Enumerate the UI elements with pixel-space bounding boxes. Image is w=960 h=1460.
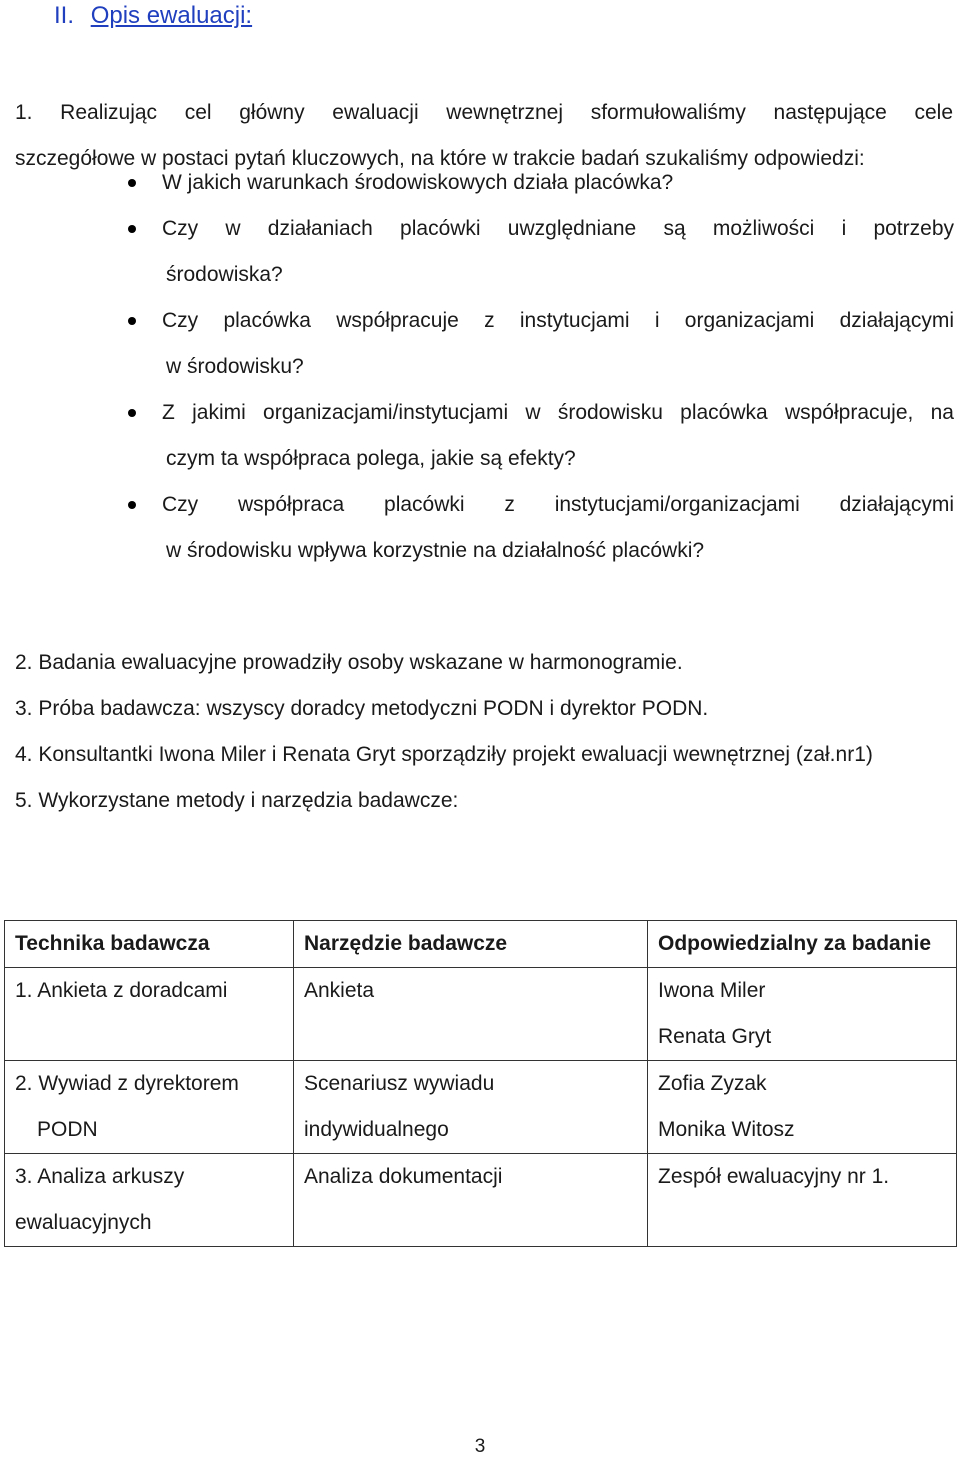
list-item: Czy placówka współpracuje z instytucjami i organizacjami działającymi w środowisku?	[128, 298, 954, 390]
cell-tool: Ankieta	[294, 968, 648, 1061]
key-questions-list	[128, 160, 954, 574]
intro-line-1: 1. Realizując cel główny ewaluacji wewnętrznej sformułowaliśmy następujące cele	[15, 101, 953, 124]
cell-technique: 2. Wywiad z dyrektorem PODN	[5, 1061, 294, 1154]
list-item: Czy w działaniach placówki uwzględniane są możliwości i potrzeby środowiska?	[128, 206, 954, 298]
table-row	[5, 968, 957, 1061]
point-5: 5. Wykorzystane metody i narzędzia badawcze:	[15, 789, 459, 812]
section-number: II.	[54, 2, 75, 29]
header-technique: Technika badawcza	[5, 921, 294, 968]
section-heading	[54, 2, 252, 30]
section-title: Opis ewaluacji:	[90, 2, 253, 29]
bullet-icon	[128, 501, 136, 509]
research-methods-table	[4, 920, 957, 1247]
cell-tool: Analiza dokumentacji	[294, 1154, 648, 1247]
cell-tool: Scenariusz wywiadu indywidualnego	[294, 1061, 648, 1154]
list-item: Czy współpraca placówki z instytucjami/organizacjami działającymi w środowisku wpływa korzystnie na działalność placówki?	[128, 482, 954, 574]
intro-line-2: szczegółowe w postaci pytań kluczowych, na które w trakcie badań szukaliśmy odpowiedzi:	[15, 147, 865, 170]
header-tool: Narzędzie badawcze	[294, 921, 648, 968]
cell-responsible: Zespół ewaluacyjny nr 1.	[648, 1154, 957, 1247]
cell-technique: 1. Ankieta z doradcami	[5, 968, 294, 1061]
bullet-icon	[128, 225, 136, 233]
point-4: 4. Konsultantki Iwona Miler i Renata Gryt sporządziły projekt ewaluacji wewnętrznej (zał.nr1)	[15, 743, 873, 766]
table-row	[5, 1061, 957, 1154]
cell-responsible: Zofia Zyzak Monika Witosz	[648, 1061, 957, 1154]
bullet-icon	[128, 409, 136, 417]
page-number: 3	[474, 1436, 486, 1457]
bullet-icon	[128, 179, 136, 187]
point-2: 2. Badania ewaluacyjne prowadziły osoby wskazane w harmonogramie.	[15, 651, 683, 674]
list-item: Z jakimi organizacjami/instytucjami w środowisku placówka współpracuje, na czym ta współpraca polega, jakie są efekty?	[128, 390, 954, 482]
header-responsible: Odpowiedzialny za badanie	[648, 921, 957, 968]
point-3: 3. Próba badawcza: wszyscy doradcy metodyczni PODN i dyrektor PODN.	[15, 697, 709, 720]
bullet-icon	[128, 317, 136, 325]
cell-responsible: Iwona Miler Renata Gryt	[648, 968, 957, 1061]
table-header-row	[5, 921, 957, 968]
list-item: W jakich warunkach środowiskowych działa placówka?	[128, 160, 954, 206]
cell-technique: 3. Analiza arkuszy ewaluacyjnych	[5, 1154, 294, 1247]
numbered-points	[15, 640, 955, 824]
table-row	[5, 1154, 957, 1247]
